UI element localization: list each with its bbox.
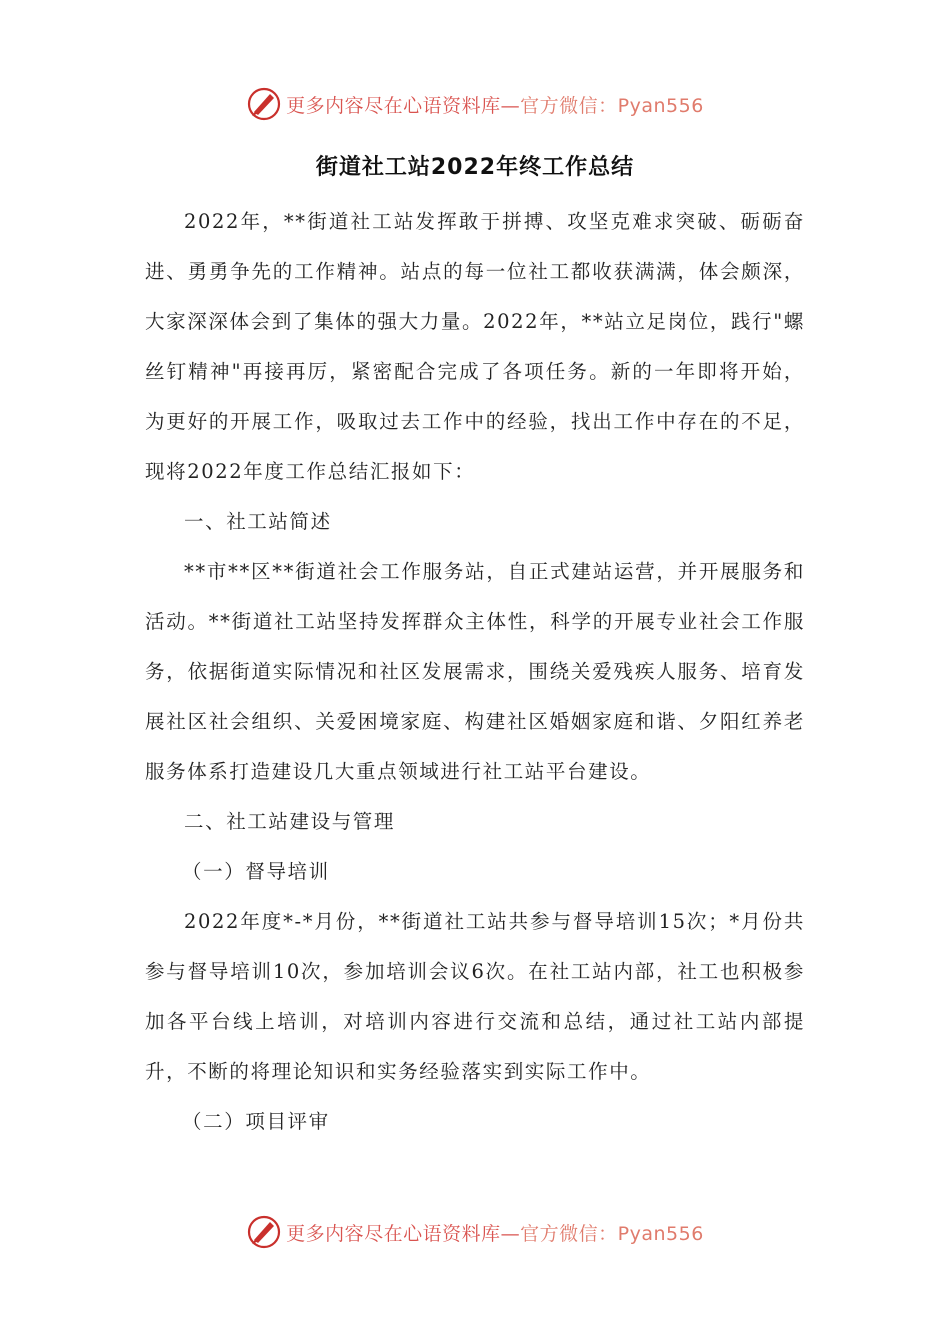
watermark-top (0, 84, 950, 124)
pen-logo-icon (246, 86, 282, 122)
watermark-dash: — (500, 1222, 521, 1245)
subsection-heading-2-1: （一）督导培训 (182, 860, 330, 883)
document-body (145, 197, 805, 1147)
section-1-paragraph: **市**区**街道社会工作服务站，自正式建站运营，并开展服务和活动。**街道社工站坚持发挥群众主体性，科学的开展专业社会工作服务，依据街道实际情况和社区发展需求，围绕关爱残疾人服务、培育发展社区社会组织、关爱困境家庭、构建社区婚姻家庭和谐、夕阳红养老服务体系打造建设几大重点领域进行社工站平台建设。 (145, 560, 805, 783)
pen-logo-icon (246, 1214, 282, 1250)
watermark-wechat: 官方微信：Pyan556 (520, 94, 704, 117)
watermark-brand: 更多内容尽在心语资料库 (286, 1222, 501, 1245)
document-title: 街道社工站2022年终工作总结 (315, 155, 635, 180)
subsection-2-1-paragraph: 2022年度*-*月份，**街道社工站共参与督导培训15次；*月份共参与督导培训10次，参加培训会议6次。在社工站内部，社工也积极参加各平台线上培训，对培训内容进行交流和总结，通过社工站内部提升，不断的将理论知识和实务经验落实到实际工作中。 (145, 910, 805, 1083)
watermark-wechat: 官方微信：Pyan556 (520, 1222, 704, 1245)
watermark-dash: — (500, 94, 521, 117)
watermark-text (286, 1219, 704, 1246)
watermark-text (286, 91, 704, 118)
section-heading-1: 一、社工站简述 (184, 510, 332, 533)
intro-paragraph: 2022年，**街道社工站发挥敢于拼搏、攻坚克难求突破、砺砺奋进、勇勇争先的工作精神。站点的每一位社工都收获满满，体会颇深，大家深深体会到了集体的强大力量。2022年，**站立足岗位，践行"螺丝钉精神"再接再厉，紧密配合完成了各项任务。新的一年即将开始，为更好的开展工作，吸取过去工作中的经验，找出工作中存在的不足，现将2022年度工作总结汇报如下： (145, 210, 805, 483)
watermark-bottom (0, 1212, 950, 1252)
section-heading-2: 二、社工站建设与管理 (184, 810, 396, 833)
watermark-brand: 更多内容尽在心语资料库 (286, 94, 501, 117)
subsection-heading-2-2: （二）项目评审 (182, 1110, 330, 1133)
